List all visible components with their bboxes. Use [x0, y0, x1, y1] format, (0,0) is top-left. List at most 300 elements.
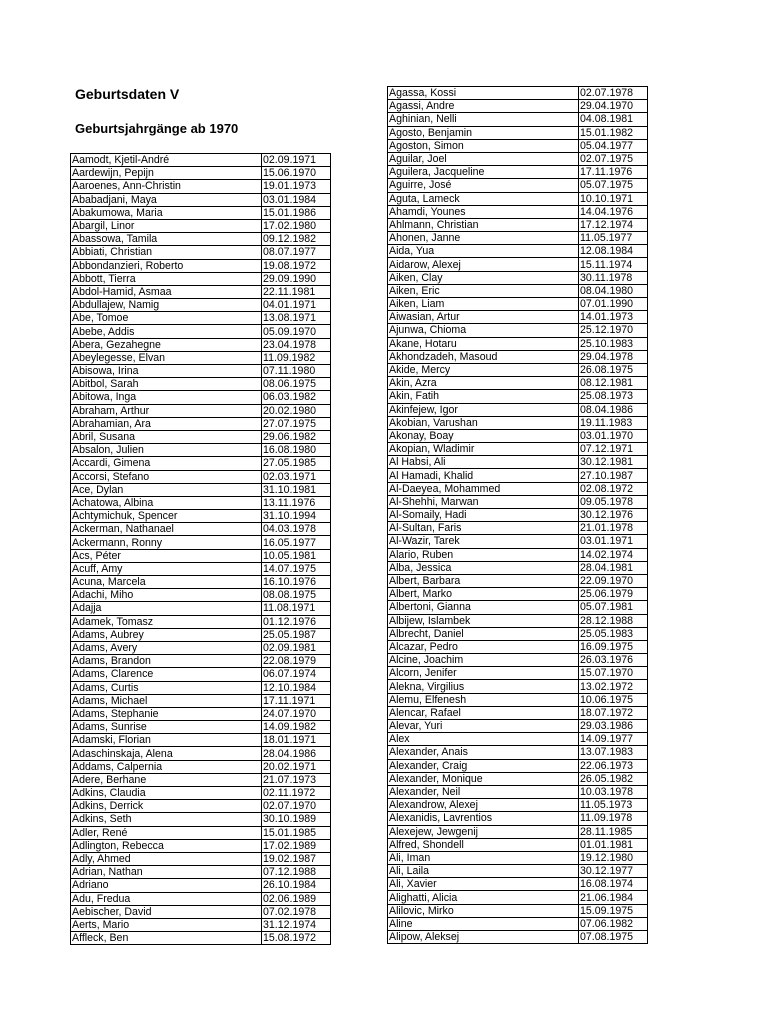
- birth-date-cell: 25.10.1983: [579, 337, 648, 350]
- person-name-cell: Al Hamadi, Khalid: [388, 469, 579, 482]
- table-row: [388, 350, 648, 363]
- person-name-cell: Abebe, Addis: [71, 325, 262, 338]
- table-row: [388, 680, 648, 693]
- table-row: [71, 892, 331, 905]
- table-row: [388, 416, 648, 429]
- person-name-cell: Alipow, Aleksej: [388, 931, 579, 944]
- person-name-cell: Alba, Jessica: [388, 561, 579, 574]
- birth-date-cell: 26.10.1984: [262, 879, 331, 892]
- birth-date-cell: 08.12.1981: [579, 377, 648, 390]
- person-name-cell: Adkins, Derrick: [71, 800, 262, 813]
- person-name-cell: Adams, Sunrise: [71, 721, 262, 734]
- birth-date-cell: 07.12.1971: [579, 443, 648, 456]
- table-row: [71, 444, 331, 457]
- birth-date-cell: 02.07.1975: [579, 152, 648, 165]
- person-name-cell: Ace, Dylan: [71, 483, 262, 496]
- birth-date-cell: 26.03.1976: [579, 654, 648, 667]
- birth-date-cell: 11.05.1973: [579, 799, 648, 812]
- table-row: [388, 403, 648, 416]
- table-row: [71, 378, 331, 391]
- table-row: [388, 377, 648, 390]
- person-name-cell: Akopian, Wladimir: [388, 443, 579, 456]
- birth-date-cell: 15.01.1986: [262, 206, 331, 219]
- birth-date-cell: 04.01.1971: [262, 299, 331, 312]
- person-name-cell: Aidarow, Alexej: [388, 258, 579, 271]
- birth-date-cell: 25.05.1987: [262, 628, 331, 641]
- table-row: [388, 456, 648, 469]
- table-row: [388, 667, 648, 680]
- table-row: [71, 707, 331, 720]
- birth-date-cell: 08.07.1977: [262, 246, 331, 259]
- table-row: [71, 285, 331, 298]
- table-row: [71, 562, 331, 575]
- person-name-cell: Aiwasian, Artur: [388, 311, 579, 324]
- table-row: [388, 139, 648, 152]
- table-row: [71, 457, 331, 470]
- birth-date-cell: 31.10.1994: [262, 510, 331, 523]
- person-name-cell: Adere, Berhane: [71, 773, 262, 786]
- person-name-cell: Ahlmann, Christian: [388, 218, 579, 231]
- birth-date-cell: 07.02.1978: [262, 905, 331, 918]
- birth-date-cell: 29.03.1986: [579, 720, 648, 733]
- person-name-cell: Alilovic, Mirko: [388, 904, 579, 917]
- table-row: [71, 628, 331, 641]
- person-name-cell: Adriano: [71, 879, 262, 892]
- birth-date-cell: 30.10.1989: [262, 813, 331, 826]
- birth-date-cell: 02.09.1981: [262, 641, 331, 654]
- person-name-cell: Adaschinskaja, Alena: [71, 747, 262, 760]
- person-name-cell: Alexejew, Jewgenij: [388, 825, 579, 838]
- table-row: [71, 193, 331, 206]
- table-row: [388, 904, 648, 917]
- person-name-cell: Ababadjani, Maya: [71, 193, 262, 206]
- birth-date-cell: 09.12.1982: [262, 233, 331, 246]
- table-row: [71, 430, 331, 443]
- table-row: [71, 576, 331, 589]
- person-name-cell: Adkins, Claudia: [71, 787, 262, 800]
- birth-date-cell: 07.08.1975: [579, 931, 648, 944]
- birthdate-table-left-body: [71, 154, 331, 945]
- person-name-cell: Adamski, Florian: [71, 734, 262, 747]
- person-name-cell: Aamodt, Kjetil-André: [71, 154, 262, 167]
- table-row: [388, 522, 648, 535]
- table-row: [388, 799, 648, 812]
- table-row: [388, 495, 648, 508]
- table-row: [388, 588, 648, 601]
- birth-date-cell: 17.11.1976: [579, 166, 648, 179]
- birth-date-cell: 03.01.1984: [262, 193, 331, 206]
- person-name-cell: Aguirre, José: [388, 179, 579, 192]
- document-title: Geburtsdaten V: [75, 86, 180, 102]
- person-name-cell: Al-Sultan, Faris: [388, 522, 579, 535]
- table-row: [388, 931, 648, 944]
- birth-date-cell: 05.09.1970: [262, 325, 331, 338]
- table-row: [71, 694, 331, 707]
- birth-date-cell: 21.01.1978: [579, 522, 648, 535]
- person-name-cell: Alcazar, Pedro: [388, 640, 579, 653]
- person-name-cell: Adu, Fredua: [71, 892, 262, 905]
- table-row: [71, 747, 331, 760]
- person-name-cell: Abbott, Tierra: [71, 272, 262, 285]
- table-row: [71, 668, 331, 681]
- table-row: [71, 206, 331, 219]
- table-row: [388, 205, 648, 218]
- person-name-cell: Adkins, Seth: [71, 813, 262, 826]
- person-name-cell: Abitbol, Sarah: [71, 378, 262, 391]
- birth-date-cell: 07.01.1990: [579, 298, 648, 311]
- person-name-cell: Ali, Xavier: [388, 878, 579, 891]
- birth-date-cell: 19.11.1983: [579, 416, 648, 429]
- person-name-cell: Addams, Calpernia: [71, 760, 262, 773]
- birth-date-cell: 12.10.1984: [262, 681, 331, 694]
- birth-date-cell: 09.05.1978: [579, 495, 648, 508]
- birth-date-cell: 14.07.1975: [262, 562, 331, 575]
- person-name-cell: Alario, Ruben: [388, 548, 579, 561]
- table-row: [388, 311, 648, 324]
- table-row: [388, 192, 648, 205]
- birth-date-cell: 18.01.1971: [262, 734, 331, 747]
- person-name-cell: Affleck, Ben: [71, 932, 262, 945]
- birth-date-cell: 31.10.1981: [262, 483, 331, 496]
- person-name-cell: Aguta, Lameck: [388, 192, 579, 205]
- birth-date-cell: 14.01.1973: [579, 311, 648, 324]
- birth-date-cell: 19.02.1987: [262, 852, 331, 865]
- person-name-cell: Alexander, Craig: [388, 759, 579, 772]
- person-name-cell: Accorsi, Stefano: [71, 470, 262, 483]
- birth-date-cell: 02.06.1989: [262, 892, 331, 905]
- table-row: [71, 325, 331, 338]
- person-name-cell: Abraham, Arthur: [71, 404, 262, 417]
- person-name-cell: Alevar, Yuri: [388, 720, 579, 733]
- person-name-cell: Abe, Tomoe: [71, 312, 262, 325]
- birth-date-cell: 11.09.1982: [262, 351, 331, 364]
- table-row: [388, 271, 648, 284]
- person-name-cell: Achatowa, Albina: [71, 496, 262, 509]
- birth-date-cell: 30.12.1981: [579, 456, 648, 469]
- birth-date-cell: 21.06.1984: [579, 891, 648, 904]
- birth-date-cell: 14.02.1974: [579, 548, 648, 561]
- table-row: [71, 932, 331, 945]
- person-name-cell: Al-Wazir, Tarek: [388, 535, 579, 548]
- birth-date-cell: 03.01.1971: [579, 535, 648, 548]
- table-row: [388, 337, 648, 350]
- birth-date-cell: 20.02.1971: [262, 760, 331, 773]
- table-row: [71, 365, 331, 378]
- table-row: [388, 640, 648, 653]
- birth-date-cell: 13.07.1983: [579, 746, 648, 759]
- birth-date-cell: 28.04.1986: [262, 747, 331, 760]
- table-row: [388, 126, 648, 139]
- person-name-cell: Alex: [388, 733, 579, 746]
- table-row: [388, 429, 648, 442]
- person-name-cell: Ajunwa, Chioma: [388, 324, 579, 337]
- person-name-cell: Adachi, Miho: [71, 589, 262, 602]
- birth-date-cell: 19.12.1980: [579, 851, 648, 864]
- birth-date-cell: 30.12.1976: [579, 509, 648, 522]
- table-row: [71, 721, 331, 734]
- person-name-cell: Agoston, Simon: [388, 139, 579, 152]
- person-name-cell: Ackermann, Ronny: [71, 536, 262, 549]
- person-name-cell: Aline: [388, 917, 579, 930]
- table-row: [71, 167, 331, 180]
- person-name-cell: Akin, Azra: [388, 377, 579, 390]
- birth-date-cell: 08.08.1975: [262, 589, 331, 602]
- table-row: [388, 443, 648, 456]
- table-row: [71, 180, 331, 193]
- person-name-cell: Acuff, Amy: [71, 562, 262, 575]
- table-row: [71, 470, 331, 483]
- birth-date-cell: 15.08.1972: [262, 932, 331, 945]
- birth-date-cell: 18.07.1972: [579, 706, 648, 719]
- birth-date-cell: 08.06.1975: [262, 378, 331, 391]
- birth-date-cell: 28.04.1981: [579, 561, 648, 574]
- birth-date-cell: 10.10.1971: [579, 192, 648, 205]
- table-row: [71, 417, 331, 430]
- birth-date-cell: 11.09.1978: [579, 812, 648, 825]
- birth-date-cell: 15.09.1975: [579, 904, 648, 917]
- person-name-cell: Adams, Clarence: [71, 668, 262, 681]
- table-row: [388, 759, 648, 772]
- person-name-cell: Adler, René: [71, 826, 262, 839]
- birth-date-cell: 17.12.1974: [579, 218, 648, 231]
- birth-date-cell: 08.04.1980: [579, 284, 648, 297]
- table-row: [71, 826, 331, 839]
- person-name-cell: Aguilera, Jacqueline: [388, 166, 579, 179]
- person-name-cell: Adams, Brandon: [71, 655, 262, 668]
- table-row: [71, 338, 331, 351]
- table-row: [71, 496, 331, 509]
- table-row: [388, 812, 648, 825]
- birth-date-cell: 15.01.1985: [262, 826, 331, 839]
- birth-date-cell: 30.12.1977: [579, 865, 648, 878]
- person-name-cell: Alencar, Rafael: [388, 706, 579, 719]
- birth-date-cell: 22.08.1979: [262, 655, 331, 668]
- person-name-cell: Aardewijn, Pepijn: [71, 167, 262, 180]
- person-name-cell: Aerts, Mario: [71, 918, 262, 931]
- birth-date-cell: 25.06.1979: [579, 588, 648, 601]
- table-row: [388, 733, 648, 746]
- table-row: [388, 179, 648, 192]
- person-name-cell: Adly, Ahmed: [71, 852, 262, 865]
- table-row: [71, 351, 331, 364]
- table-row: [71, 312, 331, 325]
- table-row: [388, 245, 648, 258]
- person-name-cell: Alexander, Anais: [388, 746, 579, 759]
- birth-date-cell: 22.09.1970: [579, 574, 648, 587]
- person-name-cell: Abeylegesse, Elvan: [71, 351, 262, 364]
- person-name-cell: Albijew, Islambek: [388, 614, 579, 627]
- birth-date-cell: 07.12.1988: [262, 866, 331, 879]
- birth-date-cell: 13.11.1976: [262, 496, 331, 509]
- birth-date-cell: 14.09.1977: [579, 733, 648, 746]
- birth-date-cell: 14.04.1976: [579, 205, 648, 218]
- person-name-cell: Alcine, Joachim: [388, 654, 579, 667]
- table-row: [71, 615, 331, 628]
- table-row: [71, 391, 331, 404]
- birth-date-cell: 22.11.1981: [262, 285, 331, 298]
- table-row: [388, 363, 648, 376]
- birth-date-cell: 28.12.1988: [579, 614, 648, 627]
- person-name-cell: Albert, Barbara: [388, 574, 579, 587]
- table-row: [388, 87, 648, 100]
- person-name-cell: Abassowa, Tamila: [71, 233, 262, 246]
- table-row: [388, 258, 648, 271]
- table-row: [388, 574, 648, 587]
- person-name-cell: Akobian, Varushan: [388, 416, 579, 429]
- birth-date-cell: 17.11.1971: [262, 694, 331, 707]
- person-name-cell: Adams, Michael: [71, 694, 262, 707]
- birth-date-cell: 16.05.1977: [262, 536, 331, 549]
- person-name-cell: Agassa, Kossi: [388, 87, 579, 100]
- table-row: [388, 113, 648, 126]
- table-row: [388, 917, 648, 930]
- person-name-cell: Ali, Iman: [388, 851, 579, 864]
- table-row: [71, 839, 331, 852]
- birth-date-cell: 28.11.1985: [579, 825, 648, 838]
- person-name-cell: Abera, Gezahegne: [71, 338, 262, 351]
- person-name-cell: Acuna, Marcela: [71, 576, 262, 589]
- birth-date-cell: 11.08.1971: [262, 602, 331, 615]
- birthdate-table-right: [387, 86, 648, 944]
- person-name-cell: Ali, Laila: [388, 865, 579, 878]
- table-row: [71, 523, 331, 536]
- birth-date-cell: 29.06.1982: [262, 430, 331, 443]
- person-name-cell: Abakumowa, Maria: [71, 206, 262, 219]
- table-row: [71, 655, 331, 668]
- table-row: [71, 760, 331, 773]
- birth-date-cell: 20.02.1980: [262, 404, 331, 417]
- table-row: [388, 785, 648, 798]
- birth-date-cell: 15.06.1970: [262, 167, 331, 180]
- table-row: [388, 891, 648, 904]
- table-row: [71, 299, 331, 312]
- table-row: [71, 510, 331, 523]
- person-name-cell: Ackerman, Nathanael: [71, 523, 262, 536]
- person-name-cell: Abbiati, Christian: [71, 246, 262, 259]
- table-row: [388, 232, 648, 245]
- table-row: [71, 272, 331, 285]
- birth-date-cell: 02.08.1972: [579, 482, 648, 495]
- table-row: [71, 918, 331, 931]
- table-row: [388, 218, 648, 231]
- person-name-cell: Akane, Hotaru: [388, 337, 579, 350]
- table-row: [388, 627, 648, 640]
- birthdate-table-right-body: [388, 87, 648, 944]
- birth-date-cell: 02.07.1970: [262, 800, 331, 813]
- birth-date-cell: 02.11.1972: [262, 787, 331, 800]
- birth-date-cell: 10.03.1978: [579, 785, 648, 798]
- table-row: [388, 390, 648, 403]
- birth-date-cell: 15.11.1974: [579, 258, 648, 271]
- person-name-cell: Adams, Aubrey: [71, 628, 262, 641]
- person-name-cell: Abitowa, Inga: [71, 391, 262, 404]
- person-name-cell: Akonay, Boay: [388, 429, 579, 442]
- table-row: [388, 284, 648, 297]
- birth-date-cell: 22.06.1973: [579, 759, 648, 772]
- person-name-cell: Abdol-Hamid, Asmaa: [71, 285, 262, 298]
- person-name-cell: Adlington, Rebecca: [71, 839, 262, 852]
- table-row: [71, 549, 331, 562]
- birth-date-cell: 07.06.1982: [579, 917, 648, 930]
- table-row: [71, 483, 331, 496]
- table-row: [388, 693, 648, 706]
- table-row: [388, 720, 648, 733]
- birth-date-cell: 14.09.1982: [262, 721, 331, 734]
- table-row: [388, 865, 648, 878]
- table-row: [388, 746, 648, 759]
- birth-date-cell: 16.08.1980: [262, 444, 331, 457]
- person-name-cell: Aguilar, Joel: [388, 152, 579, 165]
- person-name-cell: Abril, Susana: [71, 430, 262, 443]
- person-name-cell: Abargil, Linor: [71, 219, 262, 232]
- birth-date-cell: 06.03.1982: [262, 391, 331, 404]
- table-row: [388, 482, 648, 495]
- person-name-cell: Adams, Stephanie: [71, 707, 262, 720]
- birth-date-cell: 19.08.1972: [262, 259, 331, 272]
- birth-date-cell: 15.01.1982: [579, 126, 648, 139]
- table-row: [71, 259, 331, 272]
- birth-date-cell: 07.11.1980: [262, 365, 331, 378]
- person-name-cell: Al-Somaily, Hadi: [388, 509, 579, 522]
- table-row: [388, 772, 648, 785]
- person-name-cell: Akide, Mercy: [388, 363, 579, 376]
- person-name-cell: Agassi, Andre: [388, 100, 579, 113]
- table-row: [71, 404, 331, 417]
- table-row: [71, 800, 331, 813]
- birth-date-cell: 16.08.1974: [579, 878, 648, 891]
- birth-date-cell: 29.04.1978: [579, 350, 648, 363]
- person-name-cell: Alcorn, Jenifer: [388, 667, 579, 680]
- person-name-cell: Akinfejew, Igor: [388, 403, 579, 416]
- table-row: [388, 878, 648, 891]
- person-name-cell: Absalon, Julien: [71, 444, 262, 457]
- person-name-cell: Alexander, Neil: [388, 785, 579, 798]
- person-name-cell: Abrahamian, Ara: [71, 417, 262, 430]
- table-row: [71, 787, 331, 800]
- person-name-cell: Alexander, Monique: [388, 772, 579, 785]
- birth-date-cell: 05.04.1977: [579, 139, 648, 152]
- table-row: [71, 589, 331, 602]
- birth-date-cell: 26.05.1982: [579, 772, 648, 785]
- person-name-cell: Abdullajew, Namig: [71, 299, 262, 312]
- person-name-cell: Akhondzadeh, Masoud: [388, 350, 579, 363]
- person-name-cell: Albert, Marko: [388, 588, 579, 601]
- birth-date-cell: 02.07.1978: [579, 87, 648, 100]
- table-row: [71, 641, 331, 654]
- person-name-cell: Adamek, Tomasz: [71, 615, 262, 628]
- table-row: [388, 851, 648, 864]
- birth-date-cell: 15.07.1970: [579, 667, 648, 680]
- table-row: [388, 561, 648, 574]
- birth-date-cell: 29.04.1970: [579, 100, 648, 113]
- person-name-cell: Acs, Péter: [71, 549, 262, 562]
- table-row: [388, 152, 648, 165]
- table-row: [71, 246, 331, 259]
- person-name-cell: Albertoni, Gianna: [388, 601, 579, 614]
- birth-date-cell: 31.12.1974: [262, 918, 331, 931]
- birth-date-cell: 17.02.1989: [262, 839, 331, 852]
- birthdate-table-left: [70, 153, 331, 945]
- birth-date-cell: 05.07.1981: [579, 601, 648, 614]
- person-name-cell: Alexandrow, Alexej: [388, 799, 579, 812]
- table-row: [388, 825, 648, 838]
- table-row: [388, 535, 648, 548]
- person-name-cell: Albrecht, Daniel: [388, 627, 579, 640]
- table-row: [388, 706, 648, 719]
- table-row: [388, 166, 648, 179]
- person-name-cell: Alfred, Shondell: [388, 838, 579, 851]
- person-name-cell: Al-Daeyea, Mohammed: [388, 482, 579, 495]
